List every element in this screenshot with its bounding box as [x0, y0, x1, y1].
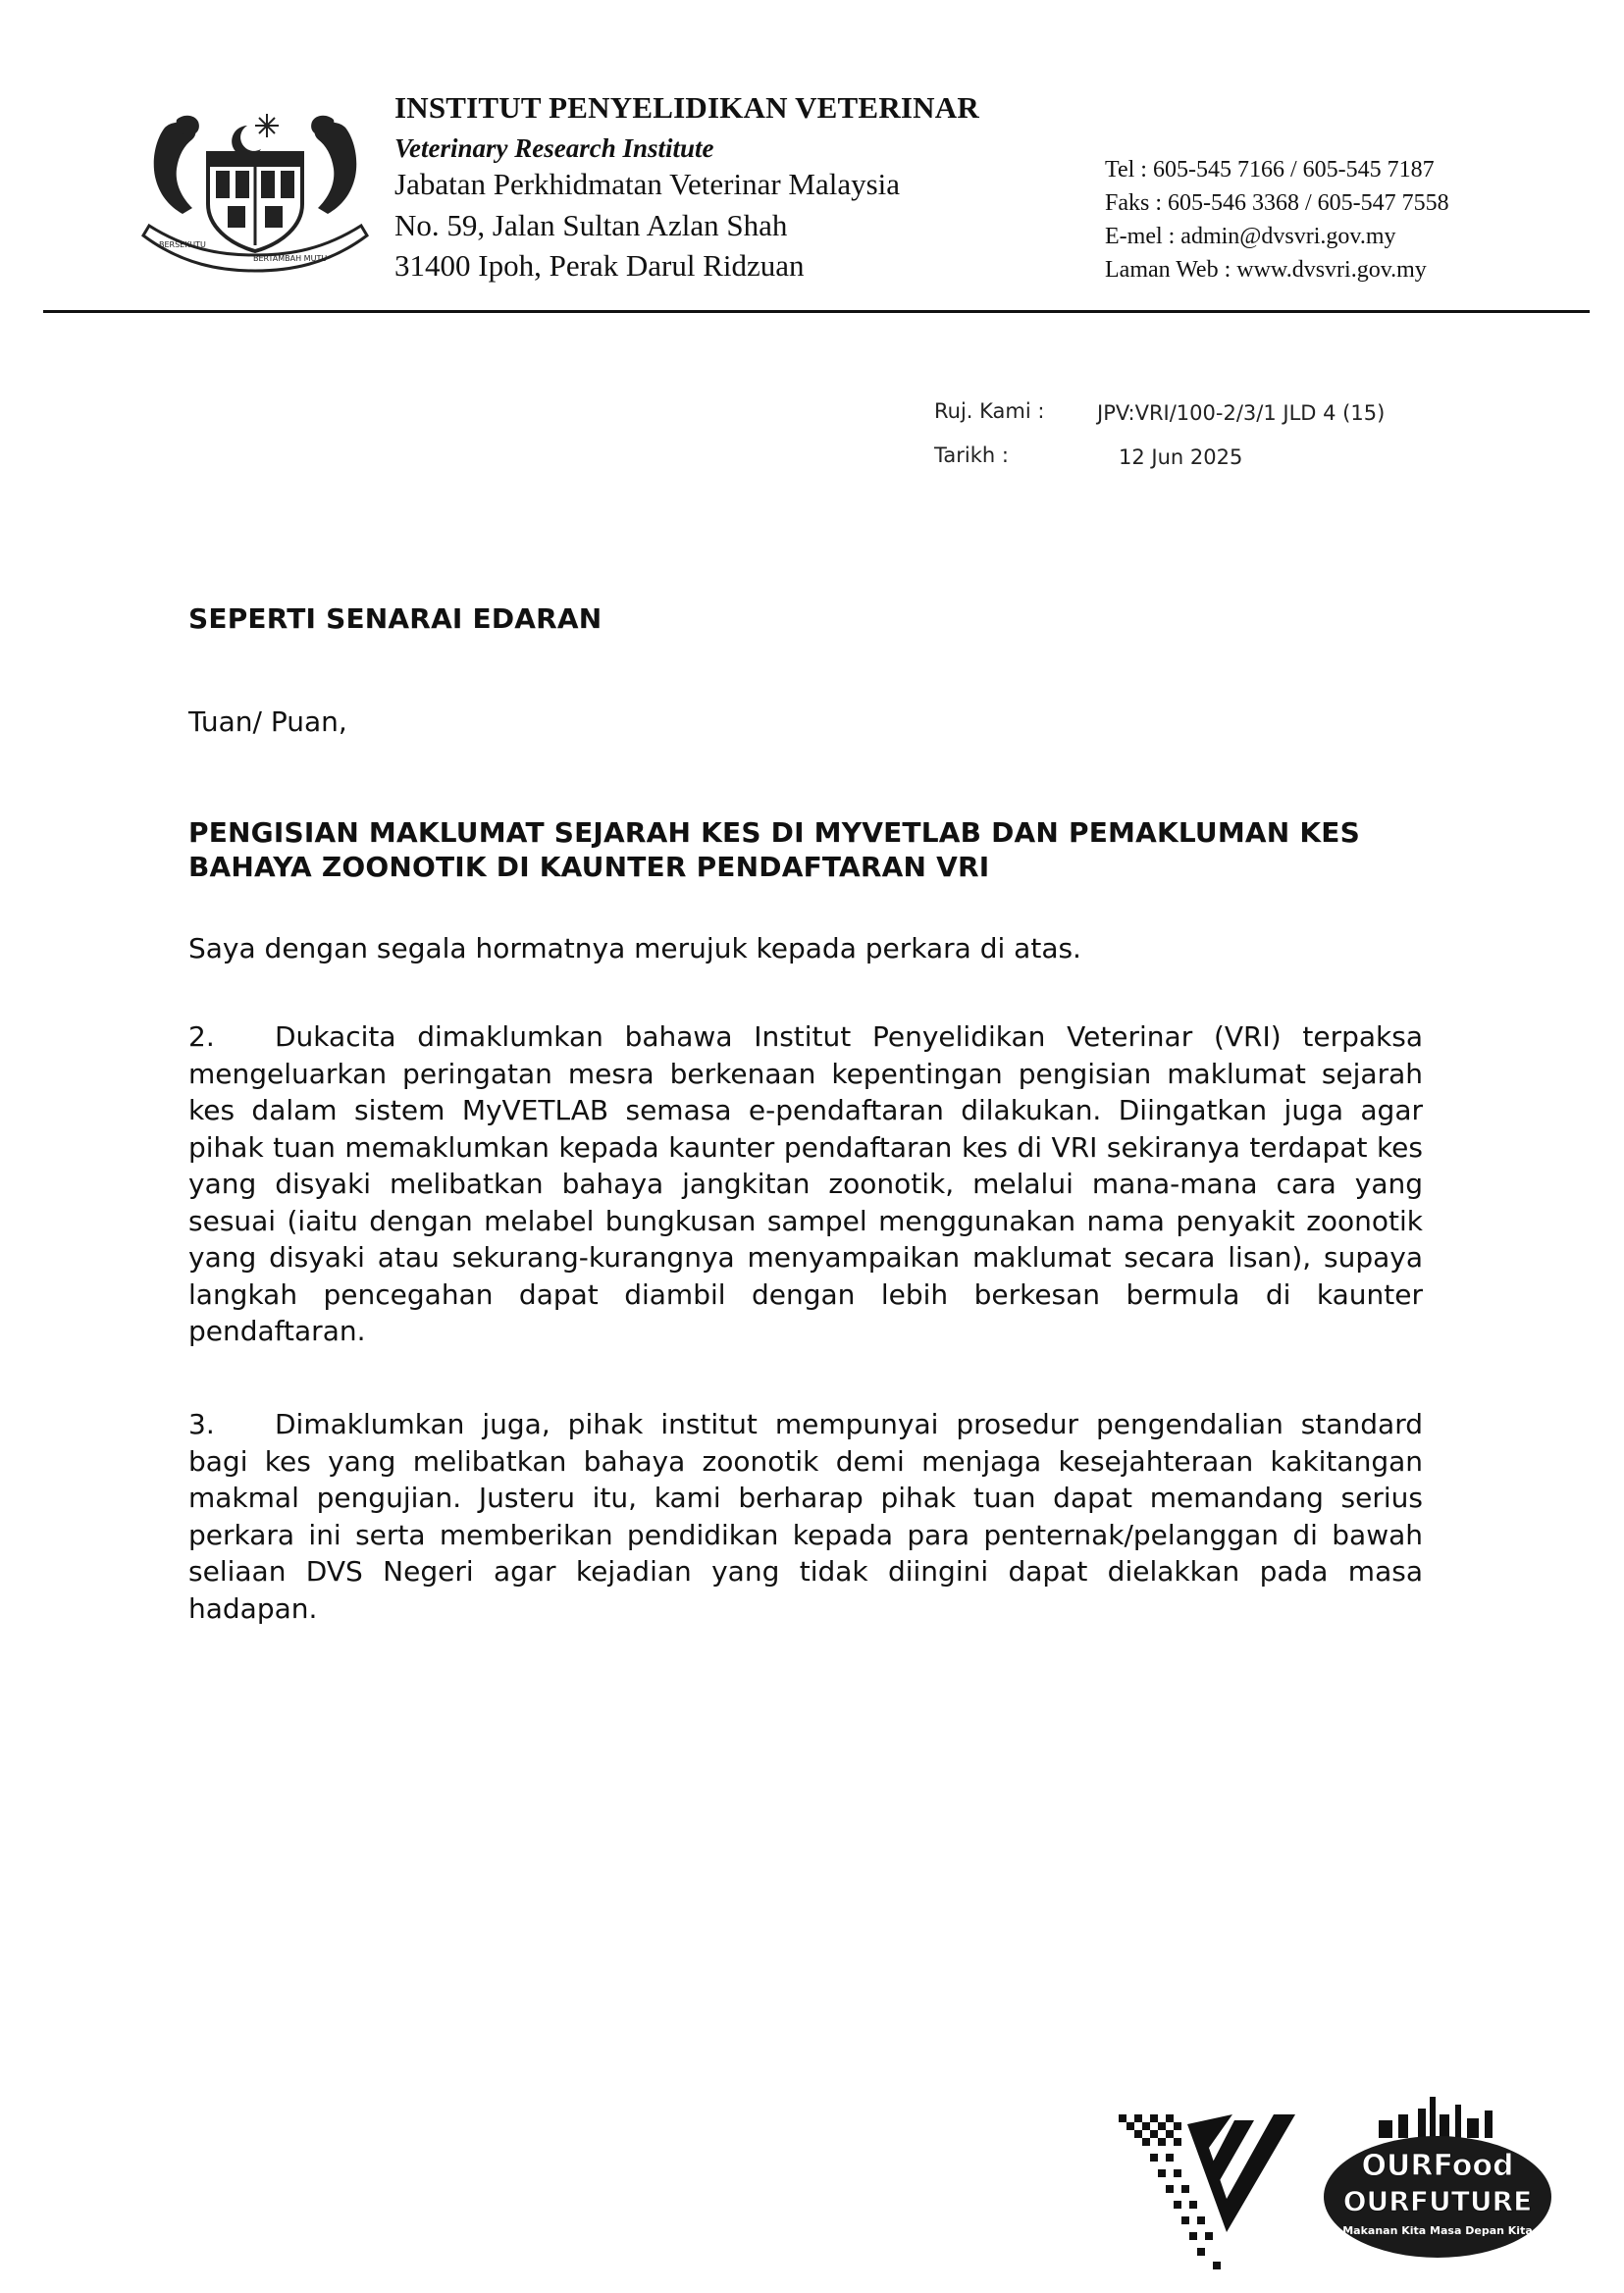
dvs-v-logo [1119, 2114, 1305, 2279]
our-food-our-future-logo [1320, 2095, 1555, 2267]
telephone-number: Tel : 605-545 7166 / 605-545 7187 [1105, 157, 1435, 182]
reference-label: Ruj. Kami : [934, 399, 1045, 423]
institute-name: INSTITUT PENYELIDIKAN VETERINAR [394, 90, 979, 125]
coat-of-arms-logo [137, 98, 373, 273]
department-name: Jabatan Perkhidmatan Veterinar Malaysia [394, 167, 901, 201]
email-address: E-mel : admin@dvsvri.gov.my [1105, 224, 1396, 249]
salutation: Tuan/ Puan, [188, 705, 347, 738]
paragraph-number: 2. [188, 1020, 215, 1053]
letterhead-divider [43, 310, 1590, 313]
website-address: Laman Web : www.dvsvri.gov.my [1105, 257, 1427, 283]
address-line-1: No. 59, Jalan Sultan Azlan Shah [394, 208, 788, 242]
svg-text:BERTAMBAH MUTU: BERTAMBAH MUTU [253, 254, 328, 263]
svg-text:Makanan Kita Masa Depan Kita: Makanan Kita Masa Depan Kita [1342, 2224, 1533, 2237]
svg-text:BERSEKUTU: BERSEKUTU [159, 240, 206, 249]
svg-text:OURFood: OURFood [1361, 2149, 1514, 2183]
paragraph-text: Dukacita dimaklumkan bahawa Institut Penyelidikan Veterinar (VRI) terpaksa mengeluarkan peringatan mesra berkenaan kepentingan pengisian maklumat sejarah kes dalam sistem MyVETLAB semasa e-pendaftaran dilakukan. Diingatkan juga agar pihak tuan memaklumkan kepada kaunter pendaftaran kes di VRI sekiranya terdapat kes yang disyaki melibatkan bahaya jangkitan zoonotik, melalui mana-mana cara yang sesuai (iaitu dengan melabel bungkusan sampel menggunakan nama penyakit zoonotik yang disyaki atau sekurang-kurangnya menyampaikan maklumat secara lisan), supaya langkah pencegahan dapat diambil dengan lebih berkesan bermula di kaunter pendaftaran. [188, 1020, 1423, 1347]
recipient-line: SEPERTI SENARAI EDARAN [188, 602, 602, 635]
opening-sentence: Saya dengan segala hormatnya merujuk kepada perkara di atas. [188, 932, 1081, 964]
address-line-2: 31400 Ipoh, Perak Darul Ridzuan [394, 248, 805, 283]
paragraph-3 [188, 1406, 1423, 1627]
paragraph-text: Dimaklumkan juga, pihak institut mempunyai prosedur pengendalian standard bagi kes yang melibatkan bahaya zoonotik demi menjaga kesejahteraan kakitangan makmal pengujian. Justeru itu, kami berharap pihak tuan dapat memandang serius perkara ini serta memberikan pendidikan kepada para penternak/pelanggan di bawah seliaan DVS Negeri agar kejadian yang tidak diingini dapat dielakkan pada masa hadapan. [188, 1408, 1423, 1625]
svg-text:OURFUTURE: OURFUTURE [1342, 2185, 1533, 2217]
institute-name-english: Veterinary Research Institute [394, 133, 714, 163]
paragraph-number: 3. [188, 1408, 215, 1440]
reference-number: JPV:VRI/100-2/3/1 JLD 4 (15) [1097, 401, 1386, 425]
letter-date: 12 Jun 2025 [1119, 445, 1243, 469]
fax-number: Faks : 605-546 3368 / 605-547 7558 [1105, 190, 1449, 216]
letter-subject: PENGISIAN MAKLUMAT SEJARAH KES DI MYVETLAB DAN PEMAKLUMAN KES BAHAYA ZOONOTIK DI KAUNTER PENDAFTARAN VRI [188, 816, 1360, 883]
paragraph-2 [188, 1018, 1423, 1350]
date-label: Tarikh : [934, 443, 1009, 467]
